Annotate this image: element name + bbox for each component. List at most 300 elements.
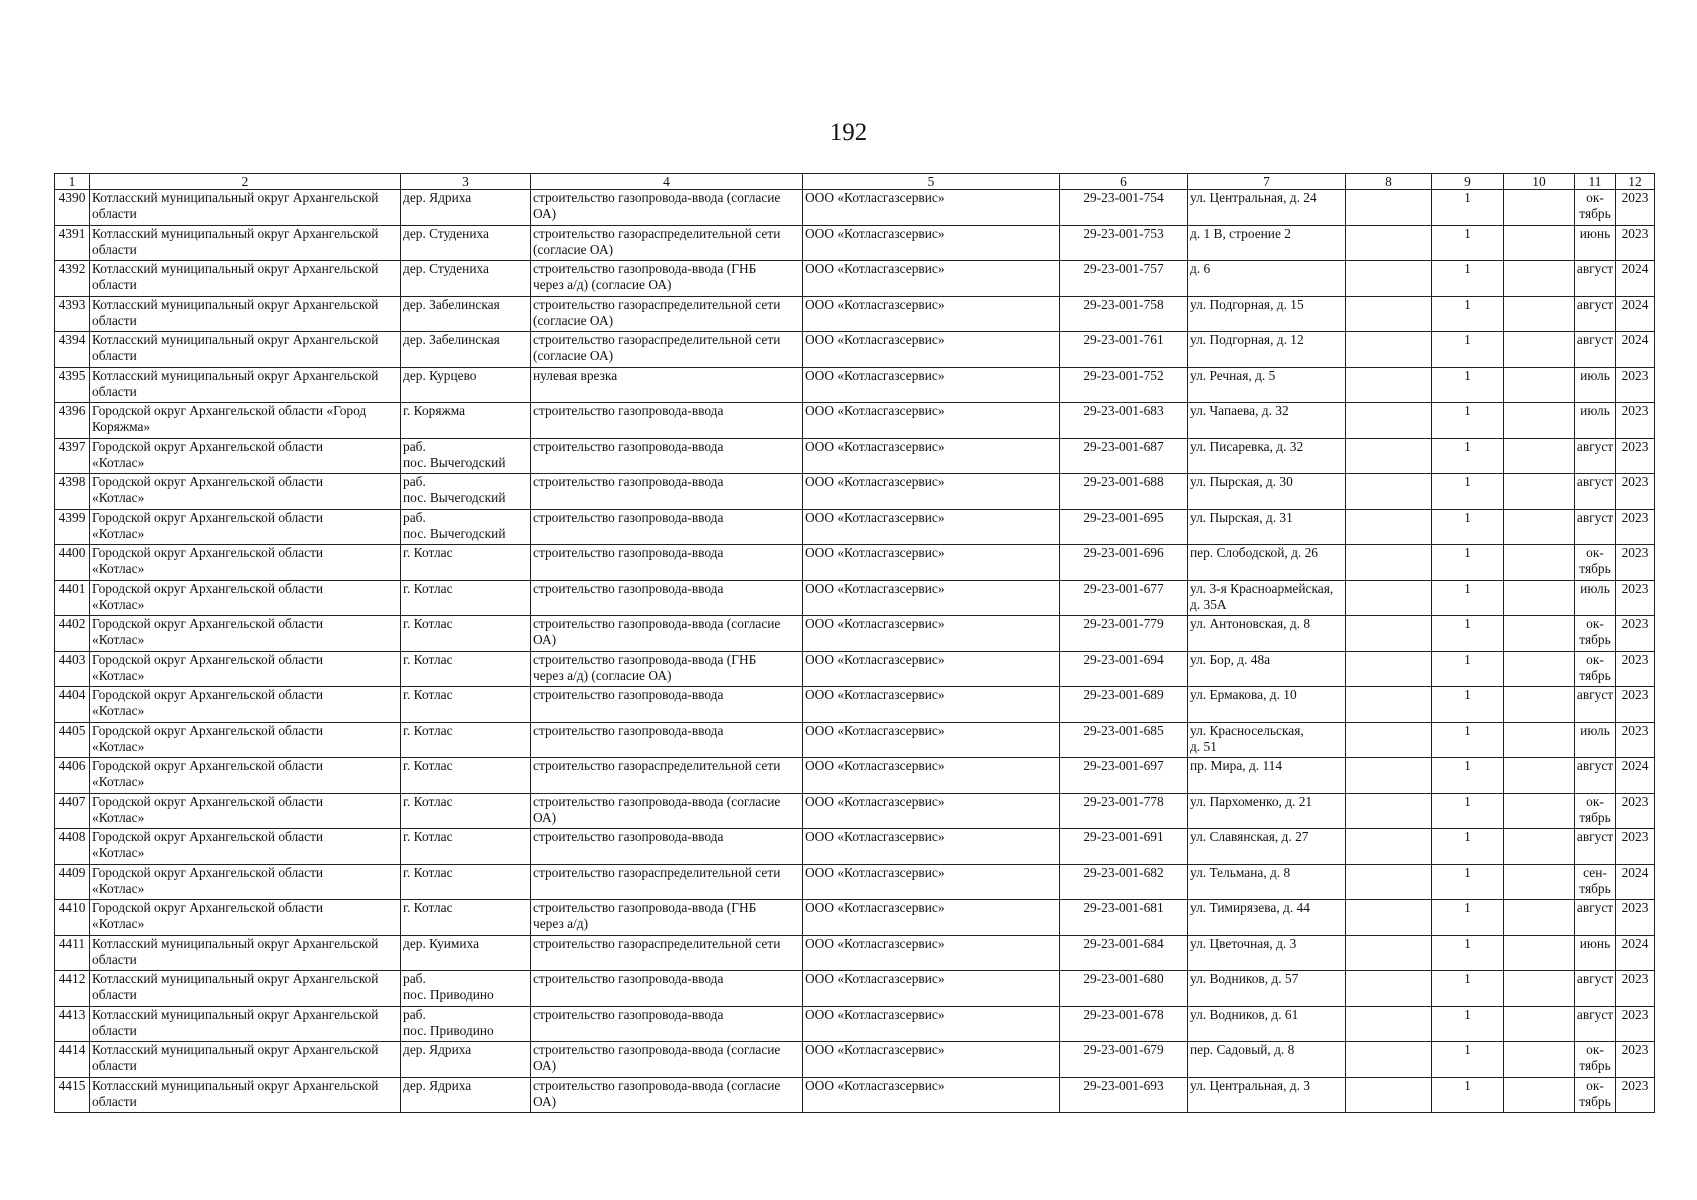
municipality-cell: [90, 225, 401, 261]
address-cell-line: ул. Подгорная, д. 12: [1190, 332, 1304, 347]
year-cell: 2023: [1616, 829, 1655, 865]
row-number: 4409: [55, 864, 90, 900]
address-cell-line: пр. Мира, д. 114: [1190, 758, 1283, 773]
work-type-cell: [531, 935, 803, 971]
address-cell-line: ул. Ермакова, д. 10: [1190, 687, 1297, 702]
address-cell: [1188, 190, 1346, 226]
work-type-cell-line: (согласие ОА): [533, 348, 614, 363]
year-cell: 2023: [1616, 580, 1655, 616]
quantity-cell: 1: [1432, 829, 1504, 865]
work-type-cell: [531, 687, 803, 723]
row-number: 4394: [55, 332, 90, 368]
column-10-cell: [1504, 722, 1575, 758]
organization-cell: ООО «Котласгазсервис»: [803, 403, 1060, 439]
table-row: [55, 793, 1655, 829]
row-number: 4399: [55, 509, 90, 545]
column-10-cell: [1504, 900, 1575, 936]
organization-cell: ООО «Котласгазсервис»: [803, 1006, 1060, 1042]
object-code-cell: 29-23-001-757: [1060, 261, 1188, 297]
quantity-cell: 1: [1432, 971, 1504, 1007]
municipality-cell-line: Котласский муниципальный округ Архангельской: [92, 367, 379, 383]
work-type-cell: [531, 545, 803, 581]
settlement-cell-line: г. Котлас: [403, 545, 453, 560]
settlement-cell: [401, 261, 531, 297]
municipality-cell: [90, 580, 401, 616]
column-10-cell: [1504, 225, 1575, 261]
object-code-cell: 29-23-001-752: [1060, 367, 1188, 403]
municipality-cell-line: Городской округ Архангельской области: [92, 687, 324, 702]
row-number: 4395: [55, 367, 90, 403]
row-number: 4410: [55, 900, 90, 936]
organization-cell: ООО «Котласгазсервис»: [803, 225, 1060, 261]
settlement-cell: [401, 190, 531, 226]
column-10-cell: [1504, 758, 1575, 794]
month-cell-line: июль: [1580, 722, 1610, 738]
settlement-cell: [401, 580, 531, 616]
year-cell: 2023: [1616, 474, 1655, 510]
municipality-cell: [90, 332, 401, 368]
settlement-cell-line: дер. Куимиха: [403, 935, 480, 951]
settlement-cell-line: г. Котлас: [403, 829, 453, 844]
column-10-cell: [1504, 474, 1575, 510]
column-10-cell: [1504, 509, 1575, 545]
work-type-cell-line: строительство газопровода-ввода (ГНБ: [533, 261, 757, 276]
municipality-cell-line: «Котлас»: [92, 845, 145, 860]
column-header: 11: [1575, 174, 1616, 190]
work-type-cell: [531, 616, 803, 652]
municipality-cell: [90, 900, 401, 936]
address-cell-line: ул. Тельмана, д. 8: [1190, 864, 1291, 880]
table-row: [55, 1006, 1655, 1042]
month-cell: [1575, 722, 1616, 758]
table-row: [55, 829, 1655, 865]
column-10-cell: [1504, 261, 1575, 297]
municipality-cell: [90, 722, 401, 758]
address-cell: [1188, 580, 1346, 616]
work-type-cell-line: строительство газопровода-ввода: [533, 722, 724, 738]
table-row: [55, 900, 1655, 936]
municipality-cell-line: «Котлас»: [92, 490, 145, 505]
column-8-cell: [1346, 1006, 1432, 1042]
table-row: [55, 332, 1655, 368]
object-code-cell: 29-23-001-682: [1060, 864, 1188, 900]
settlement-cell-line: г. Котлас: [403, 651, 453, 667]
municipality-cell: [90, 971, 401, 1007]
table-row: [55, 261, 1655, 297]
object-code-cell: 29-23-001-695: [1060, 509, 1188, 545]
month-cell-line: ок-: [1586, 651, 1604, 667]
month-cell-line: август: [1576, 509, 1614, 525]
settlement-cell-line: раб.: [403, 1006, 426, 1022]
settlement-cell-line: г. Котлас: [403, 758, 453, 773]
settlement-cell-line: раб.: [403, 474, 426, 489]
address-cell: [1188, 225, 1346, 261]
column-8-cell: [1346, 722, 1432, 758]
address-cell: [1188, 367, 1346, 403]
municipality-cell-line: области: [92, 312, 137, 328]
work-type-cell-line: строительство газопровода-ввода: [533, 545, 724, 560]
table-row: [55, 864, 1655, 900]
column-10-cell: [1504, 1006, 1575, 1042]
column-8-cell: [1346, 651, 1432, 687]
year-cell: 2023: [1616, 509, 1655, 545]
month-cell: [1575, 793, 1616, 829]
municipality-cell: [90, 758, 401, 794]
table-row: [55, 438, 1655, 474]
municipality-cell-line: области: [92, 987, 137, 1002]
column-8-cell: [1346, 545, 1432, 581]
quantity-cell: 1: [1432, 935, 1504, 971]
work-type-cell: [531, 793, 803, 829]
address-cell: [1188, 261, 1346, 297]
address-cell-line: д. 51: [1190, 738, 1217, 754]
municipality-cell: [90, 474, 401, 510]
row-number: 4404: [55, 687, 90, 723]
organization-cell: ООО «Котласгазсервис»: [803, 971, 1060, 1007]
object-code-cell: 29-23-001-685: [1060, 722, 1188, 758]
address-cell-line: ул. Центральная, д. 24: [1190, 190, 1317, 205]
column-8-cell: [1346, 438, 1432, 474]
work-type-cell-line: строительство газопровода-ввода (согласие: [533, 190, 781, 205]
column-header: 7: [1188, 174, 1346, 190]
municipality-cell: [90, 864, 401, 900]
settlement-cell: [401, 829, 531, 865]
organization-cell: ООО «Котласгазсервис»: [803, 687, 1060, 723]
object-code-cell: 29-23-001-679: [1060, 1042, 1188, 1078]
work-type-cell: [531, 332, 803, 368]
object-code-cell: 29-23-001-697: [1060, 758, 1188, 794]
settlement-cell-line: дер. Ядриха: [403, 1042, 472, 1057]
row-number: 4408: [55, 829, 90, 865]
quantity-cell: 1: [1432, 1077, 1504, 1113]
work-type-cell: [531, 509, 803, 545]
column-8-cell: [1346, 225, 1432, 261]
settlement-cell-line: г. Котлас: [403, 722, 453, 738]
work-type-cell: [531, 829, 803, 865]
month-cell: [1575, 1006, 1616, 1042]
address-cell-line: ул. Пархоменко, д. 21: [1190, 793, 1313, 809]
quantity-cell: 1: [1432, 545, 1504, 581]
settlement-cell-line: дер. Забелинская: [403, 296, 500, 312]
address-cell: [1188, 793, 1346, 829]
column-10-cell: [1504, 971, 1575, 1007]
month-cell: [1575, 1077, 1616, 1113]
quantity-cell: 1: [1432, 1042, 1504, 1078]
work-type-cell-line: строительство газопровода-ввода: [533, 403, 724, 418]
work-type-cell: [531, 971, 803, 1007]
column-8-cell: [1346, 687, 1432, 723]
work-type-cell: [531, 722, 803, 758]
work-type-cell: [531, 261, 803, 297]
work-type-cell-line: через а/д) (согласие ОА): [533, 277, 672, 292]
settlement-cell-line: дер. Курцево: [403, 367, 477, 383]
municipality-cell: [90, 935, 401, 971]
organization-cell: ООО «Котласгазсервис»: [803, 616, 1060, 652]
table-row: [55, 367, 1655, 403]
column-header: 9: [1432, 174, 1504, 190]
object-code-cell: 29-23-001-687: [1060, 438, 1188, 474]
object-code-cell: 29-23-001-681: [1060, 900, 1188, 936]
column-8-cell: [1346, 1042, 1432, 1078]
column-8-cell: [1346, 332, 1432, 368]
municipality-cell-line: Котласский муниципальный округ Архангельской: [92, 935, 379, 951]
organization-cell: ООО «Котласгазсервис»: [803, 545, 1060, 581]
month-cell: [1575, 545, 1616, 581]
table-row: [55, 687, 1655, 723]
row-number: 4403: [55, 651, 90, 687]
column-8-cell: [1346, 190, 1432, 226]
organization-cell: ООО «Котласгазсервис»: [803, 438, 1060, 474]
work-type-cell-line: строительство газопровода-ввода: [533, 580, 724, 596]
year-cell: 2023: [1616, 900, 1655, 936]
settlement-cell: [401, 474, 531, 510]
year-cell: 2023: [1616, 722, 1655, 758]
settlement-cell: [401, 509, 531, 545]
column-8-cell: [1346, 367, 1432, 403]
row-number: 4390: [55, 190, 90, 226]
settlement-cell: [401, 332, 531, 368]
municipality-cell-line: области: [92, 1058, 137, 1073]
row-number: 4406: [55, 758, 90, 794]
work-type-cell: [531, 367, 803, 403]
column-10-cell: [1504, 616, 1575, 652]
table-row: [55, 545, 1655, 581]
row-number: 4397: [55, 438, 90, 474]
municipality-cell: [90, 616, 401, 652]
column-header: 1: [55, 174, 90, 190]
row-number: 4405: [55, 722, 90, 758]
month-cell-line: ок-: [1586, 1077, 1604, 1093]
month-cell-line: июль: [1580, 367, 1610, 383]
table-row: [55, 1042, 1655, 1078]
quantity-cell: 1: [1432, 722, 1504, 758]
work-type-cell: [531, 580, 803, 616]
month-cell-line: август: [1576, 332, 1614, 347]
column-header: 10: [1504, 174, 1575, 190]
municipality-cell-line: Котласский муниципальный округ Архангельской: [92, 225, 379, 241]
work-type-cell-line: строительство газораспределительной сети: [533, 225, 781, 241]
month-cell: [1575, 651, 1616, 687]
municipality-cell: [90, 793, 401, 829]
month-cell-line: август: [1576, 438, 1614, 454]
municipality-cell-line: «Котлас»: [92, 774, 145, 789]
address-cell-line: ул. Речная, д. 5: [1190, 367, 1276, 383]
municipality-cell-line: Котласский муниципальный округ Архангельской: [92, 332, 379, 347]
month-cell: [1575, 1042, 1616, 1078]
work-type-cell-line: ОА): [533, 206, 557, 221]
municipality-cell-line: области: [92, 383, 137, 399]
address-cell: [1188, 722, 1346, 758]
quantity-cell: 1: [1432, 616, 1504, 652]
column-10-cell: [1504, 864, 1575, 900]
municipality-cell-line: «Котлас»: [92, 738, 145, 754]
organization-cell: ООО «Котласгазсервис»: [803, 900, 1060, 936]
address-cell: [1188, 687, 1346, 723]
month-cell: [1575, 758, 1616, 794]
settlement-cell-line: пос. Приводино: [403, 987, 494, 1002]
month-cell-line: ок-: [1586, 190, 1604, 205]
municipality-cell-line: «Котлас»: [92, 703, 145, 718]
year-cell: 2023: [1616, 190, 1655, 226]
work-type-cell-line: строительство газопровода-ввода (ГНБ: [533, 651, 757, 667]
settlement-cell-line: г. Котлас: [403, 793, 453, 809]
year-cell: 2024: [1616, 296, 1655, 332]
month-cell-line: ок-: [1586, 545, 1604, 560]
work-type-cell: [531, 438, 803, 474]
work-type-cell-line: через а/д): [533, 916, 589, 931]
quantity-cell: 1: [1432, 261, 1504, 297]
object-code-cell: 29-23-001-688: [1060, 474, 1188, 510]
quantity-cell: 1: [1432, 651, 1504, 687]
municipality-cell: [90, 1077, 401, 1113]
municipality-cell: [90, 687, 401, 723]
work-type-cell-line: ОА): [533, 809, 557, 825]
settlement-cell: [401, 651, 531, 687]
year-cell: 2023: [1616, 438, 1655, 474]
month-cell: [1575, 616, 1616, 652]
work-type-cell: [531, 651, 803, 687]
address-cell-line: ул. Антоновская, д. 8: [1190, 616, 1311, 631]
settlement-cell: [401, 616, 531, 652]
table-row: [55, 722, 1655, 758]
table-row: [55, 190, 1655, 226]
address-cell-line: ул. Чапаева, д. 32: [1190, 403, 1289, 418]
address-cell-line: ул. 3-я Красноармейская,: [1190, 580, 1334, 596]
year-cell: 2023: [1616, 651, 1655, 687]
address-cell: [1188, 651, 1346, 687]
quantity-cell: 1: [1432, 225, 1504, 261]
column-8-cell: [1346, 403, 1432, 439]
row-number: 4393: [55, 296, 90, 332]
column-8-cell: [1346, 864, 1432, 900]
object-code-cell: 29-23-001-677: [1060, 580, 1188, 616]
work-type-cell: [531, 403, 803, 439]
address-cell: [1188, 332, 1346, 368]
address-cell-line: ул. Цветочная, д. 3: [1190, 935, 1297, 951]
table-row: [55, 474, 1655, 510]
settlement-cell: [401, 438, 531, 474]
month-cell-line: ок-: [1586, 793, 1604, 809]
column-8-cell: [1346, 829, 1432, 865]
month-cell-line: август: [1576, 900, 1614, 915]
work-type-cell-line: строительство газораспределительной сети: [533, 864, 781, 880]
year-cell: 2023: [1616, 1077, 1655, 1113]
column-10-cell: [1504, 1077, 1575, 1113]
municipality-cell-line: Котласский муниципальный округ Архангельской: [92, 1042, 379, 1057]
year-cell: 2024: [1616, 864, 1655, 900]
quantity-cell: 1: [1432, 190, 1504, 226]
row-number: 4412: [55, 971, 90, 1007]
address-cell: [1188, 545, 1346, 581]
settlement-cell-line: раб.: [403, 971, 426, 986]
municipality-cell-line: Городской округ Архангельской области: [92, 864, 324, 880]
municipality-cell-line: Городской округ Архангельской области: [92, 651, 324, 667]
municipality-cell: [90, 829, 401, 865]
work-type-cell: [531, 758, 803, 794]
column-header: 4: [531, 174, 803, 190]
organization-cell: ООО «Котласгазсервис»: [803, 474, 1060, 510]
work-type-cell-line: строительство газопровода-ввода (согласие: [533, 1042, 781, 1057]
quantity-cell: 1: [1432, 864, 1504, 900]
municipality-cell: [90, 651, 401, 687]
settlement-cell-line: г. Котлас: [403, 687, 453, 702]
row-number: 4414: [55, 1042, 90, 1078]
address-cell-line: пер. Слободской, д. 26: [1190, 545, 1318, 560]
settlement-cell-line: пос. Приводино: [403, 1022, 494, 1038]
organization-cell: ООО «Котласгазсервис»: [803, 722, 1060, 758]
month-cell: [1575, 509, 1616, 545]
municipality-cell-line: Городской округ Архангельской области: [92, 474, 324, 489]
address-cell: [1188, 296, 1346, 332]
year-cell: 2023: [1616, 1042, 1655, 1078]
municipality-cell-line: области: [92, 1022, 137, 1038]
column-header: 12: [1616, 174, 1655, 190]
column-8-cell: [1346, 261, 1432, 297]
settlement-cell: [401, 864, 531, 900]
work-type-cell-line: строительство газораспределительной сети: [533, 935, 781, 951]
work-type-cell: [531, 1006, 803, 1042]
object-code-cell: 29-23-001-753: [1060, 225, 1188, 261]
address-cell-line: ул. Водников, д. 61: [1190, 1006, 1299, 1022]
month-cell: [1575, 935, 1616, 971]
table-row: [55, 758, 1655, 794]
work-type-cell-line: строительство газопровода-ввода: [533, 829, 724, 844]
municipality-cell: [90, 296, 401, 332]
municipality-cell-line: «Котлас»: [92, 596, 145, 612]
object-code-cell: 29-23-001-694: [1060, 651, 1188, 687]
work-type-cell-line: через а/д) (согласие ОА): [533, 667, 672, 683]
month-cell-line: ок-: [1586, 616, 1604, 631]
organization-cell: ООО «Котласгазсервис»: [803, 261, 1060, 297]
settlement-cell-line: пос. Вычегодский: [403, 490, 506, 505]
address-cell-line: ул. Тимирязева, д. 44: [1190, 900, 1310, 915]
row-number: 4401: [55, 580, 90, 616]
month-cell-line: тябрь: [1579, 561, 1611, 576]
month-cell: [1575, 332, 1616, 368]
table-row: [55, 616, 1655, 652]
address-cell: [1188, 509, 1346, 545]
municipality-cell-line: Городской округ Архангельской области «Город: [92, 403, 367, 418]
year-cell: 2023: [1616, 1006, 1655, 1042]
municipality-cell-line: Городской округ Архангельской области: [92, 580, 324, 596]
month-cell: [1575, 225, 1616, 261]
column-10-cell: [1504, 793, 1575, 829]
column-10-cell: [1504, 190, 1575, 226]
quantity-cell: 1: [1432, 1006, 1504, 1042]
month-cell: [1575, 864, 1616, 900]
quantity-cell: 1: [1432, 687, 1504, 723]
quantity-cell: 1: [1432, 793, 1504, 829]
month-cell: [1575, 403, 1616, 439]
object-code-cell: 29-23-001-754: [1060, 190, 1188, 226]
object-code-cell: 29-23-001-683: [1060, 403, 1188, 439]
address-cell: [1188, 971, 1346, 1007]
settlement-cell: [401, 1006, 531, 1042]
municipality-cell: [90, 367, 401, 403]
settlement-cell: [401, 1042, 531, 1078]
column-8-cell: [1346, 296, 1432, 332]
municipality-cell-line: Котласский муниципальный округ Архангельской: [92, 261, 379, 276]
column-header: 2: [90, 174, 401, 190]
work-type-cell-line: ОА): [533, 1058, 557, 1073]
settlement-cell-line: раб.: [403, 438, 426, 454]
row-number: 4392: [55, 261, 90, 297]
municipality-cell-line: Городской округ Архангельской области: [92, 616, 324, 631]
column-8-cell: [1346, 793, 1432, 829]
work-type-cell-line: строительство газопровода-ввода: [533, 971, 724, 986]
row-number: 4413: [55, 1006, 90, 1042]
month-cell: [1575, 261, 1616, 297]
